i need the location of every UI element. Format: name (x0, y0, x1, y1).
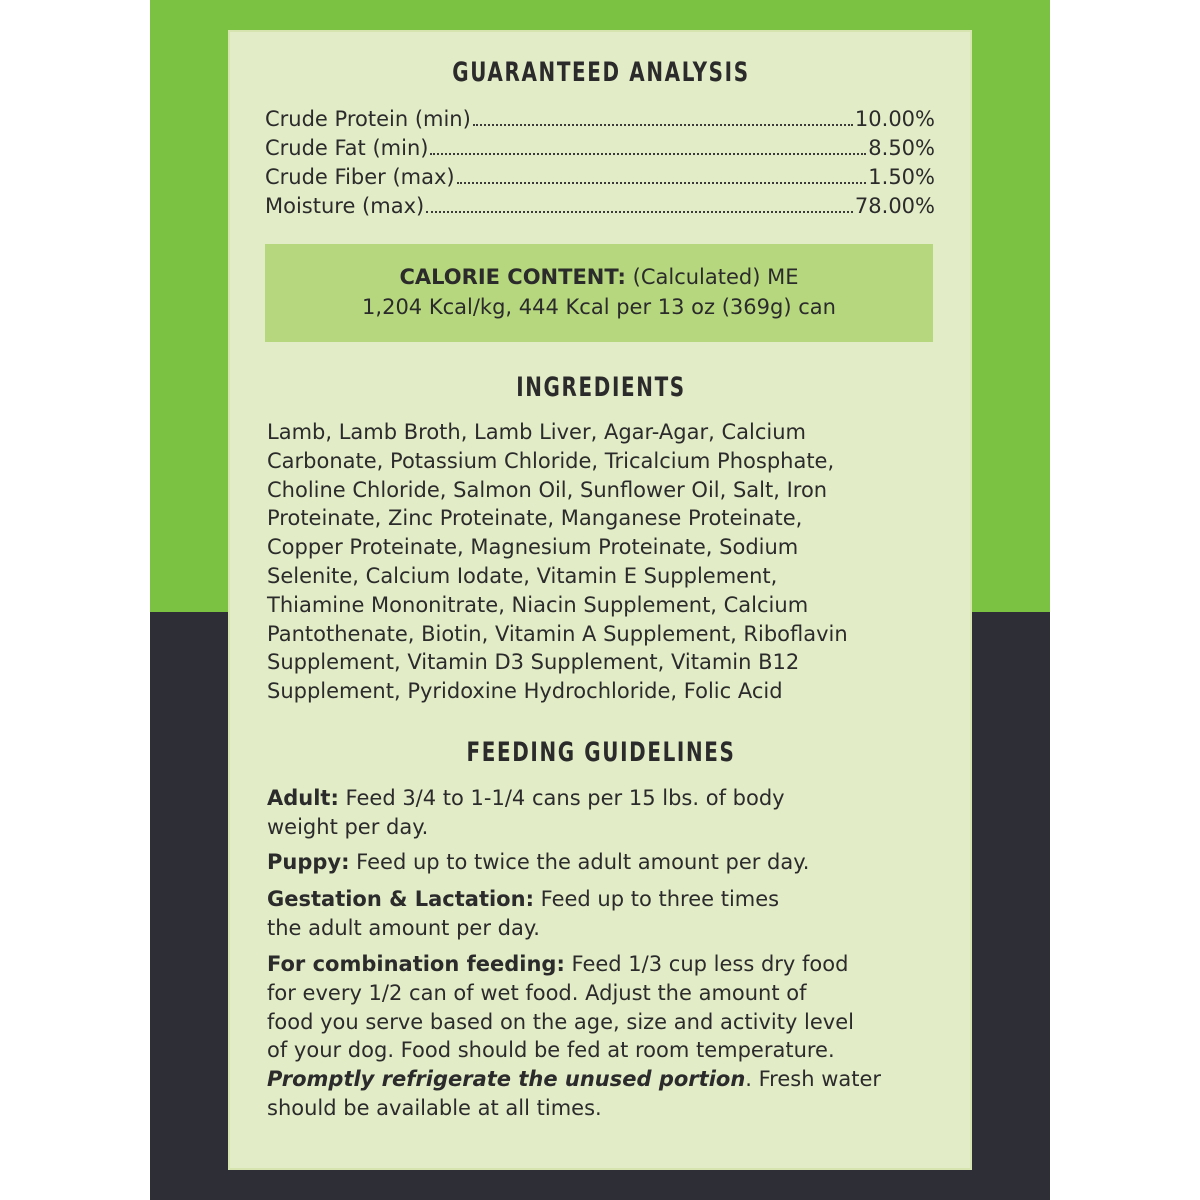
analysis-value: 10.00% (854, 107, 935, 131)
ingredients-line: Supplement, Pyridoxine Hydrochloride, Folic Acid (267, 679, 783, 704)
feeding-adult-text: Feed 3/4 to 1-1/4 cans per 15 lbs. of body (338, 786, 785, 810)
ingredients-line: Carbonate, Potassium Chloride, Tricalcium Phosphate, (267, 448, 835, 473)
feeding-puppy-label: Puppy: (267, 850, 350, 874)
feeding-adult-text-2: weight per day. (267, 814, 429, 839)
feeding-combination-text-3: food you serve based on the age, size and activity level (267, 1009, 854, 1034)
guaranteed-analysis-heading: GUARANTEED ANALYSIS (452, 57, 750, 88)
calorie-line-1 (265, 262, 933, 292)
leader-dots (457, 182, 867, 184)
ingredients-heading: INGREDIENTS (516, 372, 686, 403)
feeding-gestation-label: Gestation & Lactation: (267, 887, 534, 911)
feeding-gestation-text-2: the adult amount per day. (267, 915, 540, 940)
feeding-adult-label: Adult: (267, 786, 339, 810)
feeding-gestation (267, 885, 937, 943)
feeding-gestation-text: Feed up to three times (533, 887, 780, 911)
feeding-puppy-text: Feed up to twice the adult amount per day. (349, 850, 810, 874)
calorie-label: CALORIE CONTENT: (399, 265, 626, 289)
ingredients-line: Pantothenate, Biotin, Vitamin A Supplement, Riboflavin (267, 621, 848, 646)
analysis-row (265, 192, 935, 220)
ingredients-line: Supplement, Vitamin D3 Supplement, Vitamin B12 (267, 650, 800, 675)
feeding-combination-text-6: should be available at all times. (267, 1095, 602, 1120)
feeding-combination-text-4: of your dog. Food should be fed at room temperature. (267, 1038, 835, 1063)
feeding-combination-text-2: for every 1/2 can of wet food. Adjust the amount of (267, 980, 807, 1005)
calorie-line-2: 1,204 Kcal/kg, 444 Kcal per 13 oz (369g) can (362, 295, 836, 319)
analysis-label: Crude Protein (min) (265, 107, 471, 131)
calorie-method: (Calculated) ME (625, 265, 799, 289)
ingredients-line: Thiamine Mononitrate, Niacin Supplement, Calcium (267, 592, 809, 617)
ingredients-line: Lamb, Lamb Broth, Lamb Liver, Agar-Agar, Calcium (267, 420, 806, 444)
analysis-row (265, 134, 935, 162)
ingredients-line: Selenite, Calcium Iodate, Vitamin E Supplement, (267, 563, 778, 588)
ingredients-list (267, 418, 937, 706)
refrigerate-note: Promptly refrigerate the unused portion (267, 1067, 746, 1092)
analysis-value: 1.50% (868, 165, 935, 189)
analysis-row (265, 105, 935, 133)
feeding-guidelines-heading: FEEDING GUIDELINES (466, 737, 736, 768)
feeding-combination-text-5: . Fresh water (745, 1067, 882, 1092)
analysis-label: Moisture (max) (265, 194, 425, 218)
ingredients-line: Copper Proteinate, Magnesium Proteinate, Sodium (267, 535, 799, 560)
leader-dots (430, 153, 866, 155)
analysis-value: 8.50% (868, 136, 935, 160)
analysis-label: Crude Fiber (max) (265, 165, 455, 189)
analysis-value: 78.00% (854, 194, 935, 218)
feeding-puppy (267, 848, 937, 877)
calorie-content-box (265, 244, 933, 342)
ingredients-line: Choline Chloride, Salmon Oil, Sunflower Oil, Salt, Iron (267, 477, 828, 502)
feeding-combination-text: Feed 1/3 cup less dry food (564, 952, 849, 976)
leader-dots (426, 211, 853, 213)
analysis-label: Crude Fat (min) (265, 136, 429, 160)
feeding-combination (267, 950, 937, 1123)
analysis-row (265, 163, 935, 191)
ingredients-line: Proteinate, Zinc Proteinate, Manganese Proteinate, (267, 506, 803, 531)
feeding-adult (267, 784, 937, 842)
leader-dots (473, 124, 853, 126)
feeding-combination-label: For combination feeding: (267, 952, 565, 976)
